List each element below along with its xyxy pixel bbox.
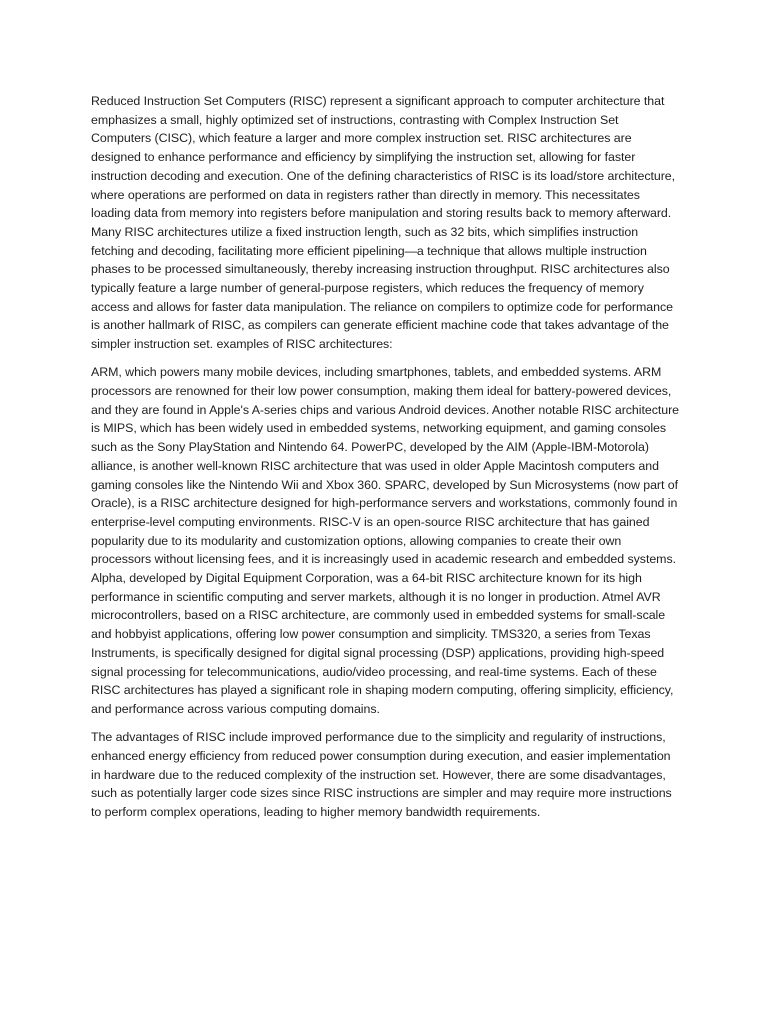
paragraph-risc-overview: Reduced Instruction Set Computers (RISC) represent a significant approach to computer architecture that emphasizes a small, highly optimized set of instructions, contrasting with Complex Instruction Set Computers (CISC), which feature a larger and more complex instruction set. RISC architectures are designed to enhance performance and efficiency by simplifying the instruction set, allowing for faster instruction decoding and execution. One of the defining characteristics of RISC is its load/store architecture, where operations are performed on data in registers rather than directly in memory. This necessitates loading data from memory into registers before manipulation and storing results back to memory afterward. Many RISC architectures utilize a fixed instruction length, such as 32 bits, which simplifies instruction fetching and decoding, facilitating more efficient pipelining—a technique that allows multiple instruction phases to be processed simultaneously, thereby increasing instruction throughput. RISC architectures also typically feature a large number of general-purpose registers, which reduces the frequency of memory access and allows for faster data manipulation. The reliance on compilers to optimize code for performance is another hallmark of RISC, as compilers can generate efficient machine code that takes advantage of the simpler instruction set. examples of RISC architectures: — [91, 94, 676, 352]
paragraph-risc-advantages: The advantages of RISC include improved performance due to the simplicity and regularity of instructions, enhanced energy efficiency from reduced power consumption during execution, and easier implementation in hardware due to the reduced complexity of the instruction set. However, there are some disadvantages, such as potentially larger code sizes since RISC instructions are simpler and may require more instructions to perform complex operations, leading to higher memory bandwidth requirements. — [91, 730, 672, 820]
document-body — [91, 92, 679, 831]
paragraph-risc-examples: ARM, which powers many mobile devices, including smartphones, tablets, and embedded systems. ARM processors are renowned for their low power consumption, making them ideal for battery-powered devices, and they are found in Apple's A-series chips and various Android devices. Another notable RISC architecture is MIPS, which has been widely used in embedded systems, networking equipment, and gaming consoles such as the Sony PlayStation and Nintendo 64. PowerPC, developed by the AIM (Apple-IBM-Motorola) alliance, is another well-known RISC architecture that was used in older Apple Macintosh computers and gaming consoles like the Nintendo Wii and Xbox 360. SPARC, developed by Sun Microsystems (now part of Oracle), is a RISC architecture designed for high-performance servers and workstations, commonly found in enterprise-level computing environments. RISC-V is an open-source RISC architecture that has gained popularity due to its modularity and customization options, allowing companies to create their own processors without licensing fees, and it is increasingly used in academic research and embedded systems. Alpha, developed by Digital Equipment Corporation, was a 64-bit RISC architecture known for its high performance in scientific computing and server markets, although it is no longer in production. Atmel AVR microcontrollers, based on a RISC architecture, are commonly used in embedded systems for small-scale and hobbyist applications, offering low power consumption and simplicity. TMS320, a series from Texas Instruments, is specifically designed for digital signal processing (DSP) applications, providing high-speed signal processing for telecommunications, audio/video processing, and real-time systems. Each of these RISC architectures has played a significant role in shaping modern computing, offering simplicity, efficiency, and performance across various computing domains. — [91, 365, 679, 716]
